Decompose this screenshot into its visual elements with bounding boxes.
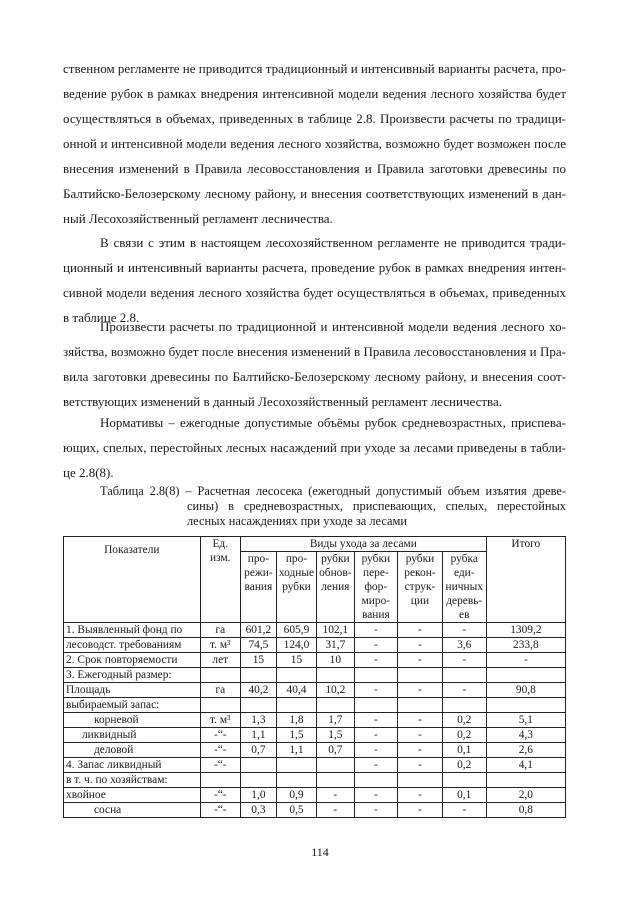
table-row bbox=[64, 728, 566, 743]
row-value bbox=[240, 698, 276, 713]
paragraph-1-line: ственном регламенте не приводится традиционный и интенсивный варианты расчета, про- bbox=[63, 61, 567, 76]
row-value: - bbox=[354, 743, 398, 758]
caption-line: сины) в средневозрастных, приспевающих, спелых, перестойных bbox=[187, 499, 566, 513]
row-value bbox=[442, 773, 486, 788]
row-value bbox=[354, 668, 398, 683]
row-total: 4,3 bbox=[486, 728, 565, 743]
header-col: рубка еди-​ничных деревь-​ев bbox=[442, 552, 486, 623]
row-value bbox=[276, 698, 316, 713]
row-total: 2,0 bbox=[486, 788, 565, 803]
row-value: - bbox=[398, 758, 443, 773]
row-unit bbox=[200, 773, 240, 788]
row-value bbox=[317, 758, 354, 773]
header-unit bbox=[200, 537, 240, 623]
caption-line: Таблица 2.8(8) – Расчетная лесосека (ежегодный допустимый объем изъятия древе- bbox=[100, 484, 566, 498]
row-value: - bbox=[354, 803, 398, 818]
row-value: - bbox=[398, 683, 443, 698]
row-value: 1,3 bbox=[240, 713, 276, 728]
paragraph-1-line: ведение рубок в рамках внедрения интенсивной модели ведения лесного хозяйства будет bbox=[63, 86, 566, 101]
row-value bbox=[240, 773, 276, 788]
row-unit: га bbox=[200, 623, 240, 638]
row-unit: га bbox=[200, 683, 240, 698]
row-value bbox=[398, 668, 443, 683]
paragraph-4-line: це 2.8(8). bbox=[63, 465, 114, 480]
row-value: 0,2 bbox=[442, 713, 486, 728]
row-label: выбираемый запас: bbox=[64, 698, 201, 713]
row-value: 0,7 bbox=[240, 743, 276, 758]
row-value: 15 bbox=[276, 653, 316, 668]
row-value: 3,6 bbox=[442, 638, 486, 653]
row-value: - bbox=[398, 653, 443, 668]
row-value: 31,7 bbox=[317, 638, 354, 653]
row-value: - bbox=[442, 653, 486, 668]
row-value: - bbox=[317, 803, 354, 818]
row-value bbox=[398, 773, 443, 788]
row-label: корневой bbox=[64, 713, 201, 728]
row-unit: лет bbox=[200, 653, 240, 668]
row-unit bbox=[200, 698, 240, 713]
row-total: 233,8 bbox=[486, 638, 565, 653]
paragraph-3 bbox=[63, 314, 566, 414]
header-col: про-​режи-​вания bbox=[240, 552, 276, 623]
row-label: лесоводст. требованиям bbox=[64, 638, 201, 653]
row-value: - bbox=[398, 728, 443, 743]
row-total: 5,1 bbox=[486, 713, 565, 728]
row-label: 4. Запас ликвидный bbox=[64, 758, 201, 773]
row-value: 1,8 bbox=[276, 713, 316, 728]
row-value: 605,9 bbox=[276, 623, 316, 638]
row-value: - bbox=[354, 788, 398, 803]
row-value: 40,4 bbox=[276, 683, 316, 698]
table-caption bbox=[100, 484, 566, 529]
header-col: рубки рекон-​струк-​ции bbox=[398, 552, 443, 623]
header-col: про-​ходные рубки bbox=[276, 552, 316, 623]
row-value bbox=[354, 773, 398, 788]
row-label: Площадь bbox=[64, 683, 201, 698]
row-value bbox=[317, 668, 354, 683]
paragraph-2-line: ционный и интенсивный варианты расчета, проведение рубок в рамках внедрения интен- bbox=[63, 260, 566, 275]
row-value: 124,0 bbox=[276, 638, 316, 653]
row-value: 0,2 bbox=[442, 728, 486, 743]
row-value: 1,5 bbox=[276, 728, 316, 743]
row-value bbox=[317, 698, 354, 713]
row-total bbox=[486, 698, 565, 713]
row-value: 0,1 bbox=[442, 743, 486, 758]
table-row bbox=[64, 758, 566, 773]
table-row bbox=[64, 698, 566, 713]
header-col: рубки пере-​фор-​миро-​вания bbox=[354, 552, 398, 623]
row-value: 0,7 bbox=[317, 743, 354, 758]
paragraph-3-line: Произвести расчеты по традиционной и интенсивной модели ведения лесного хо- bbox=[100, 319, 566, 334]
row-value: - bbox=[398, 788, 443, 803]
table-row bbox=[64, 653, 566, 668]
paragraph-2-line: в таблице 2.8. bbox=[63, 310, 140, 325]
row-value: 10 bbox=[317, 653, 354, 668]
table-row bbox=[64, 623, 566, 638]
row-total bbox=[486, 668, 565, 683]
header-unit-text: Ед. изм. bbox=[210, 538, 231, 564]
header-total: Итого bbox=[486, 537, 565, 623]
row-unit: -“- bbox=[200, 758, 240, 773]
paragraph-1-line: Балтийско-Белозерскому лесному району, и внесения соответствующих изменений в дан- bbox=[63, 186, 566, 201]
row-unit: -“- bbox=[200, 743, 240, 758]
row-value bbox=[240, 758, 276, 773]
row-total bbox=[486, 773, 565, 788]
row-value bbox=[276, 668, 316, 683]
paragraph-3-line: зяйства, возможно будет после внесения изменений в Правила лесовосстановления и Пра- bbox=[63, 344, 566, 359]
paragraph-2-line: В связи с этим в настоящем лесохозяйственном регламенте не приводится тради- bbox=[100, 235, 566, 250]
row-label: сосна bbox=[64, 803, 201, 818]
row-unit: -“- bbox=[200, 788, 240, 803]
row-value: - bbox=[442, 623, 486, 638]
row-value: 0,1 bbox=[442, 788, 486, 803]
row-value: 15 bbox=[240, 653, 276, 668]
row-value bbox=[354, 698, 398, 713]
row-value: - bbox=[354, 638, 398, 653]
row-label: 2. Срок повторяемости bbox=[64, 653, 201, 668]
row-value: 1,1 bbox=[276, 743, 316, 758]
row-value: 10,2 bbox=[317, 683, 354, 698]
row-value: 1,1 bbox=[240, 728, 276, 743]
row-value bbox=[240, 668, 276, 683]
row-label: 3. Ежегодный размер: bbox=[64, 668, 201, 683]
header-col: рубки обнов-​ления bbox=[317, 552, 354, 623]
row-value: 40,2 bbox=[240, 683, 276, 698]
row-total: 1309,2 bbox=[486, 623, 565, 638]
row-value: 0,2 bbox=[442, 758, 486, 773]
row-value: - bbox=[398, 638, 443, 653]
table-row bbox=[64, 773, 566, 788]
page-number: 114 bbox=[311, 845, 329, 859]
paragraph-4-line: Нормативы – ежегодные допустимые объёмы рубок средневозрастных, приспева- bbox=[100, 415, 566, 430]
row-value: - bbox=[354, 623, 398, 638]
row-value bbox=[442, 698, 486, 713]
row-value bbox=[276, 773, 316, 788]
row-unit: -“- bbox=[200, 803, 240, 818]
row-total: - bbox=[486, 653, 565, 668]
row-total: 90,8 bbox=[486, 683, 565, 698]
row-value: 1,0 bbox=[240, 788, 276, 803]
paragraph-1-line: внесения изменений в Правила лесовосстановления и Правила заготовки древесины по bbox=[63, 161, 566, 176]
paragraph-4 bbox=[63, 410, 566, 485]
row-value: 0,5 bbox=[276, 803, 316, 818]
row-value: 0,9 bbox=[276, 788, 316, 803]
table-row bbox=[64, 743, 566, 758]
paragraph-4-line: ющих, спелых, перестойных лесных насаждений при уходе за лесами приведены в табли- bbox=[63, 440, 566, 455]
row-value: - bbox=[354, 683, 398, 698]
paragraph-3-line: ветствующих изменений в данный Лесохозяйственный регламент лесничества. bbox=[63, 394, 503, 409]
table-row bbox=[64, 803, 566, 818]
row-value bbox=[276, 758, 316, 773]
table-row bbox=[64, 713, 566, 728]
row-label: деловой bbox=[64, 743, 201, 758]
row-value: 0,3 bbox=[240, 803, 276, 818]
row-value bbox=[398, 698, 443, 713]
paragraph-1-line: онной и интенсивной модели ведения лесного хозяйства, возможно будет возможен после bbox=[63, 136, 566, 151]
paragraph-1 bbox=[63, 56, 566, 231]
table-row bbox=[64, 638, 566, 653]
row-value: 1,7 bbox=[317, 713, 354, 728]
row-value: - bbox=[354, 653, 398, 668]
row-value: 1,5 bbox=[317, 728, 354, 743]
table-row bbox=[64, 788, 566, 803]
row-value bbox=[442, 668, 486, 683]
row-value bbox=[317, 773, 354, 788]
row-value: - bbox=[398, 803, 443, 818]
row-unit: т. м³ bbox=[200, 638, 240, 653]
row-value: - bbox=[398, 623, 443, 638]
row-value: - bbox=[442, 803, 486, 818]
row-value: - bbox=[354, 713, 398, 728]
paragraph-2-line: сивной модели ведения лесного хозяйства будет осуществляться в объемах, приведенных bbox=[63, 285, 566, 300]
data-table bbox=[63, 536, 566, 818]
paragraph-3-line: вила заготовки древесины по Балтийско-Белозерскому лесному району, и внесения соот- bbox=[63, 369, 566, 384]
row-total: 2,6 bbox=[486, 743, 565, 758]
row-unit: т. м³ bbox=[200, 713, 240, 728]
table-row bbox=[64, 683, 566, 698]
caption-line: лесных насаждениях при уходе за лесами bbox=[187, 514, 407, 528]
row-value: 102,1 bbox=[317, 623, 354, 638]
row-label: хвойное bbox=[64, 788, 201, 803]
row-value: - bbox=[354, 758, 398, 773]
row-value: - bbox=[398, 743, 443, 758]
row-value: - bbox=[398, 713, 443, 728]
row-label: в т. ч. по хозяйствам: bbox=[64, 773, 201, 788]
row-unit bbox=[200, 668, 240, 683]
row-value: - bbox=[317, 788, 354, 803]
header-indicators: Показатели bbox=[64, 537, 201, 623]
row-label: ликвидный bbox=[64, 728, 201, 743]
header-group: Виды ухода за лесами bbox=[240, 537, 486, 552]
paragraph-1-line: осуществляться в объемах, приведенных в таблице 2.8. Произвести расчеты по традици- bbox=[63, 111, 566, 126]
row-value: 74,5 bbox=[240, 638, 276, 653]
row-total: 4,1 bbox=[486, 758, 565, 773]
row-value: - bbox=[354, 728, 398, 743]
row-total: 0,8 bbox=[486, 803, 565, 818]
row-value: - bbox=[442, 683, 486, 698]
row-unit: -“- bbox=[200, 728, 240, 743]
row-value: 601,2 bbox=[240, 623, 276, 638]
paragraph-1-line: ный Лесохозяйственный регламент лесничества. bbox=[63, 211, 333, 226]
row-label: 1. Выявленный фонд по bbox=[64, 623, 201, 638]
table-row bbox=[64, 668, 566, 683]
